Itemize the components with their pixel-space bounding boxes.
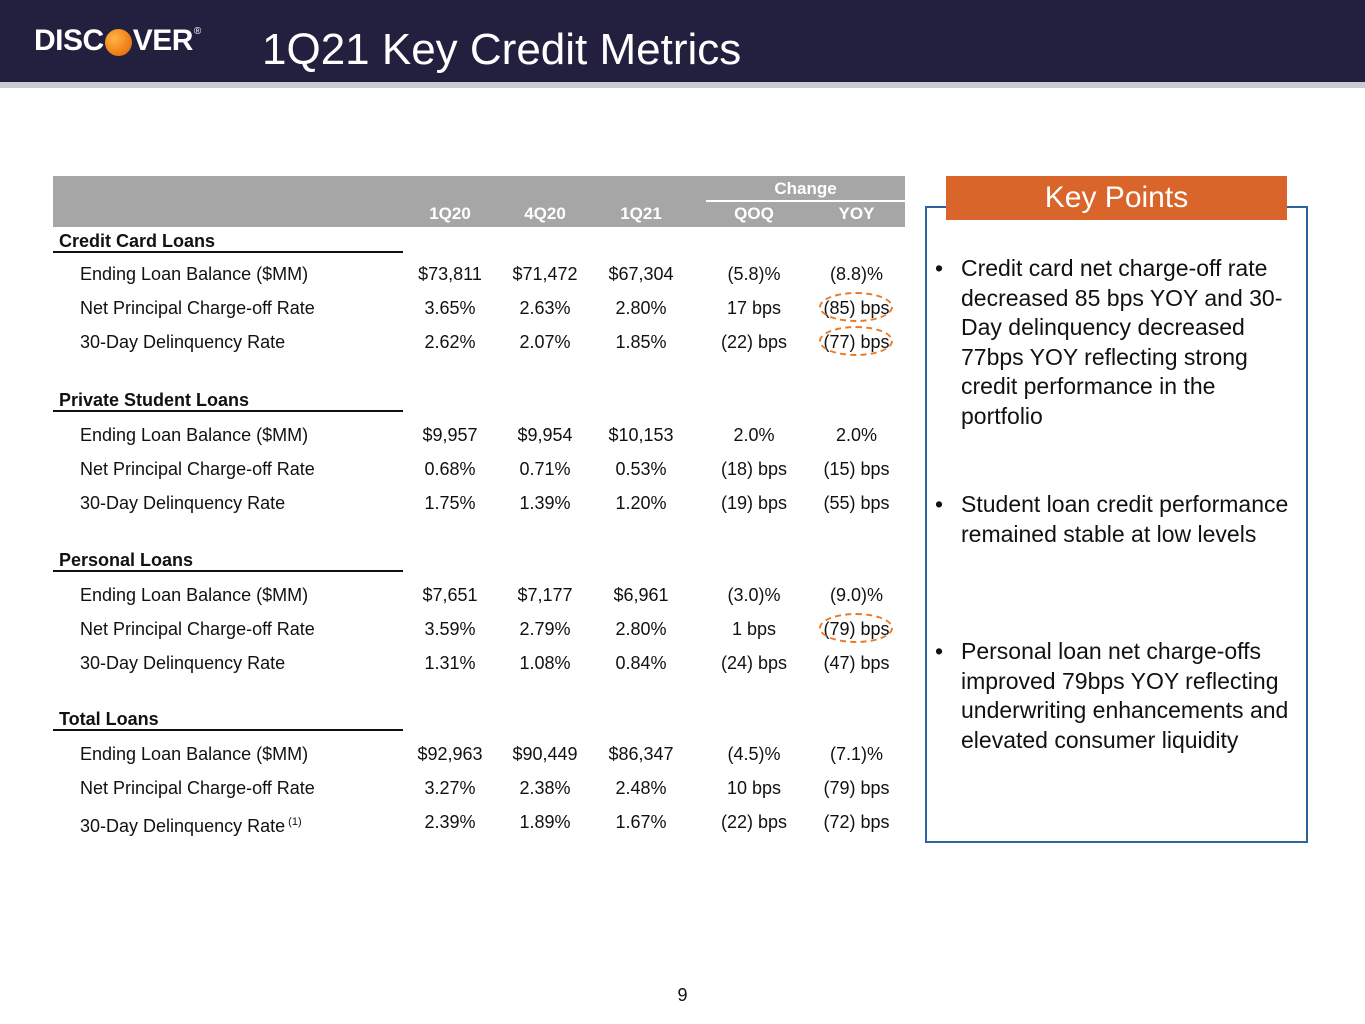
credit-metrics-table <box>53 176 905 836</box>
change-group-divider <box>706 200 905 202</box>
table-cell: $86,347 <box>608 744 674 764</box>
table-cell: (79) bps <box>823 619 890 639</box>
key-points-title: Key Points <box>946 176 1287 220</box>
logo-orange-circle-icon <box>105 29 132 56</box>
table-cell: (77) bps <box>823 332 890 352</box>
table-cell: (47) bps <box>823 653 890 673</box>
discover-logo <box>34 24 201 58</box>
table-cell: (4.5)% <box>727 744 781 764</box>
key-point-text: Personal loan net charge-offs improved 79bps YOY reflecting underwriting enhancements and elevated consumer liquidity <box>961 638 1289 753</box>
table-row <box>53 583 905 607</box>
table-cell: $67,304 <box>608 264 674 284</box>
table-cell: 2.39% <box>424 812 476 832</box>
row-label: Ending Loan Balance ($MM) <box>80 744 309 764</box>
table-cell: 0.71% <box>519 459 571 479</box>
table-cell: 1.08% <box>519 653 571 673</box>
table-cell: 1.39% <box>519 493 571 513</box>
bullet-icon: • <box>935 255 944 281</box>
title-bar-rule <box>0 82 1365 88</box>
table-cell: $9,954 <box>517 425 573 445</box>
table-cell: $9,957 <box>422 425 478 445</box>
table-row <box>53 651 905 675</box>
table-row <box>53 617 905 641</box>
table-cell: (22) bps <box>720 812 788 832</box>
table-cell: 1.31% <box>424 653 476 673</box>
table-cell: $73,811 <box>418 264 482 284</box>
highlight-circle <box>819 292 893 322</box>
table-cell: (22) bps <box>720 332 788 352</box>
column-header-4q20: 4Q20 <box>524 204 566 223</box>
table-cell: (24) bps <box>720 653 788 673</box>
table-cell: (72) bps <box>823 812 890 832</box>
section-title: Private Student Loans <box>53 388 403 412</box>
table-cell: $90,449 <box>512 744 578 764</box>
column-header-yoy: YOY <box>838 204 875 223</box>
table-cell: 0.53% <box>615 459 667 479</box>
row-label: Net Principal Charge-off Rate <box>80 619 315 639</box>
column-header-1q21: 1Q21 <box>620 204 662 223</box>
table-cell: (79) bps <box>823 778 890 798</box>
table-cell: 0.68% <box>424 459 476 479</box>
table-cell: 1.85% <box>615 332 667 352</box>
table-row <box>53 296 905 320</box>
table-cell: 1.67% <box>615 812 667 832</box>
table-cell: (15) bps <box>823 459 890 479</box>
table-cell: 0.84% <box>615 653 667 673</box>
table-row <box>53 330 905 354</box>
row-label: Net Principal Charge-off Rate <box>80 778 315 798</box>
table-row <box>53 810 905 834</box>
table-cell: 2.0% <box>733 425 775 445</box>
row-label: Ending Loan Balance ($MM) <box>80 425 309 445</box>
table-cell: 2.80% <box>615 619 667 639</box>
table-row <box>53 423 905 447</box>
table-cell: 3.27% <box>424 778 476 798</box>
table-cell: $6,961 <box>613 585 669 605</box>
section-title: Personal Loans <box>53 548 403 572</box>
bullet-icon: • <box>935 638 944 664</box>
section-title: Total Loans <box>53 707 403 731</box>
logo-registered-mark: ® <box>193 25 201 37</box>
row-label: 30-Day Delinquency Rate $^{(1)}$ <box>80 816 302 836</box>
table-row <box>53 491 905 515</box>
table-cell: $92,963 <box>417 744 483 764</box>
table-cell: 1.20% <box>615 493 667 513</box>
table-cell: 2.48% <box>615 778 667 798</box>
table-cell: 1.75% <box>424 493 476 513</box>
row-label: Net Principal Charge-off Rate <box>80 459 315 479</box>
table-cell: (19) bps <box>720 493 788 513</box>
table-row <box>53 742 905 766</box>
table-cell: 2.62% <box>424 332 476 352</box>
column-header-1q20: 1Q20 <box>429 204 471 223</box>
table-cell: 3.59% <box>424 619 476 639</box>
row-label: Ending Loan Balance ($MM) <box>80 264 309 284</box>
highlight-circle <box>819 326 893 356</box>
table-cell: 10 bps <box>726 778 782 798</box>
table-cell: (5.8)% <box>727 264 781 284</box>
table-cell: 1 bps <box>731 619 777 639</box>
table-cell: $71,472 <box>512 264 578 284</box>
row-label: Net Principal Charge-off Rate <box>80 298 315 318</box>
logo-text-right: VER <box>132 24 193 57</box>
table-cell: 2.07% <box>519 332 571 352</box>
highlight-circle <box>819 613 893 643</box>
table-cell: 2.0% <box>835 425 878 445</box>
table-row <box>53 457 905 481</box>
section-title: Credit Card Loans <box>53 229 403 253</box>
change-group-header: Change <box>774 179 837 198</box>
table-cell: (3.0)% <box>727 585 781 605</box>
table-cell: $7,651 <box>422 585 478 605</box>
table-cell: (18) bps <box>720 459 788 479</box>
table-cell: (9.0)% <box>829 585 883 605</box>
table-cell: $10,153 <box>608 425 674 445</box>
logo-text-left: DISC <box>34 24 104 57</box>
key-point-text: Student loan credit performance remained stable at low levels <box>961 491 1289 547</box>
table-cell: $7,177 <box>517 585 573 605</box>
page-number: 9 <box>677 985 688 1005</box>
table-cell: 1.89% <box>519 812 571 832</box>
table-cell: (85) bps <box>823 298 890 318</box>
table-header <box>53 176 905 227</box>
row-label: 30-Day Delinquency Rate <box>80 493 286 513</box>
footnote-marker: (1) <box>285 816 302 828</box>
page-title: 1Q21 Key Credit Metrics <box>262 25 742 74</box>
table-row <box>53 776 905 800</box>
table-cell: 2.63% <box>519 298 571 318</box>
row-label: Ending Loan Balance ($MM) <box>80 585 309 605</box>
table-cell: 17 bps <box>726 298 782 318</box>
table-cell: 3.65% <box>424 298 476 318</box>
table-cell: 2.79% <box>519 619 571 639</box>
table-cell: 2.80% <box>615 298 667 318</box>
column-header-qoq: QOQ <box>734 204 774 223</box>
row-label: 30-Day Delinquency Rate <box>80 332 286 352</box>
bullet-icon: • <box>935 491 944 517</box>
row-label: 30-Day Delinquency Rate <box>80 653 286 673</box>
table-cell: (8.8)% <box>829 264 883 284</box>
table-cell: (7.1)% <box>829 744 883 764</box>
key-point-text: Credit card net charge-off rate decreased 85 bps YOY and 30-Day delinquency decreased 77bps YOY reflecting strong credit performance in the portfolio <box>961 255 1283 429</box>
table-cell: 2.38% <box>519 778 571 798</box>
table-row <box>53 262 905 286</box>
table-cell: (55) bps <box>823 493 890 513</box>
